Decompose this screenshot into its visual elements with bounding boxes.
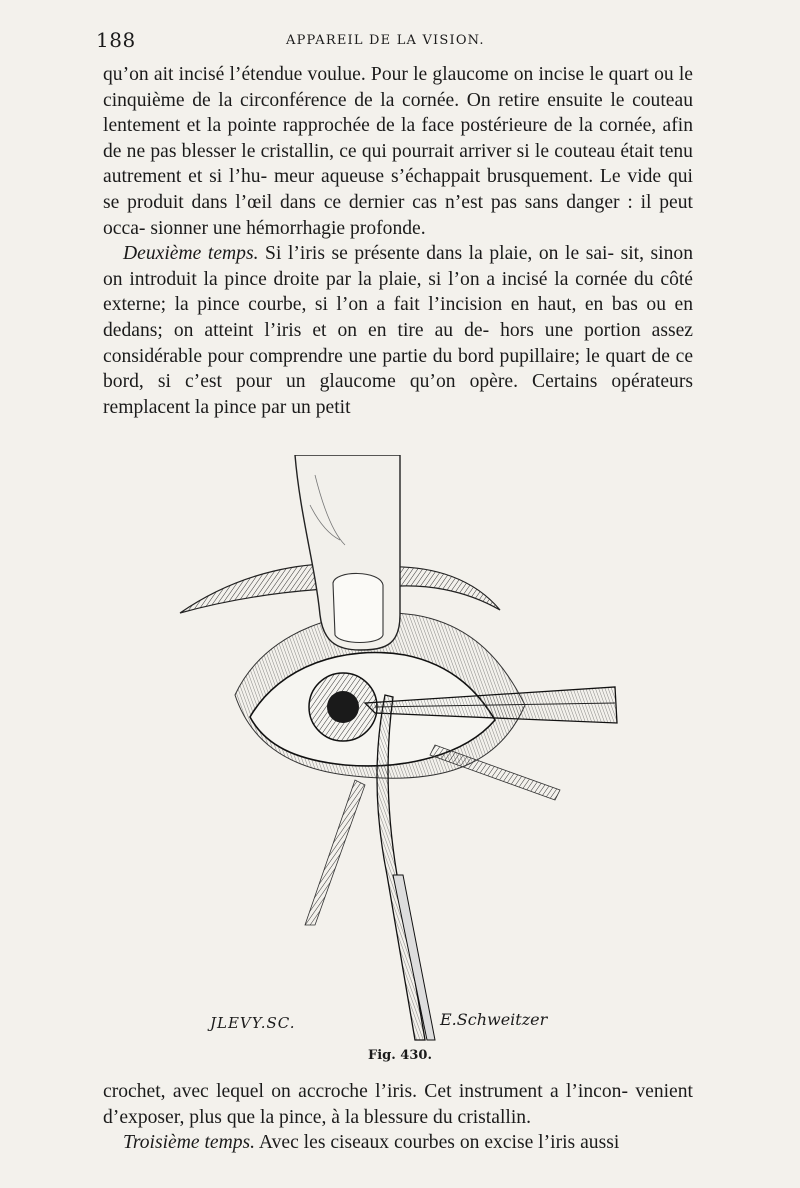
text-line: Avec les ciseaux courbes on excise l’iris aussi [255,1132,620,1154]
engraver-signature-right: E.Schweitzer [440,1010,548,1029]
text-line: postérieure de la cornée, afin de ne pas blesser le cristallin, ce [103,115,694,162]
engraving-drawing [175,455,625,1045]
text-line: quart ou le cinquième de la circonférence de la cornée. On retire [103,64,693,111]
text-line: Si l’iris se présente dans la plaie, on le sai- [258,243,615,265]
text-line: venient d’exposer, plus que la pince, à la blessure du cristallin. [103,1081,693,1128]
text-line: sit, sinon on introduit la pince droite par la plaie, si l’on a incisé [103,243,693,290]
running-head: APPAREIL DE LA VISION. [286,33,485,48]
paragraph-troisieme-temps [103,1130,693,1156]
section-lead: Troisième temps. [123,1132,256,1154]
section-lead: Deuxième temps. [123,243,259,265]
text-line: qu’on ait incisé l’étendue voulue. Pour le glaucome on incise le [103,64,604,85]
text-line: dans l’œil dans ce dernier cas n’est pas sans danger : il peut occa- [103,191,693,239]
text-line: en haut, en bas ou en dedans; on atteint l’iris et on en tire au de- [103,294,693,341]
text-line: la cornée du côté externe; la pince courbe, si l’on a fait l’incision [103,268,694,316]
text-line: hors une portion assez considérable pour comprendre une partie [103,319,693,367]
paragraph-glaucome [103,62,693,241]
figure-caption: Fig. 430. [368,1048,432,1063]
fingernail [333,573,383,642]
text-line: qu’on opère. Certains opérateurs remplacent la pince par un petit [103,371,693,418]
text-line: meur aqueuse s’échappait brusquement. Le vide qui se produit [103,166,693,213]
text-line: sionner une hémorrhagie profonde. [150,217,426,239]
eye-surgery-illustration [175,455,625,1045]
page-header [96,28,696,52]
text-line: qui pourrait arriver si le couteau était tenu autrement et si l’hu- [103,140,693,188]
text-line: ensuite le couteau lentement et la pointe rapprochée de la face [103,89,693,137]
text-line: crochet, avec lequel on accroche l’iris. Cet instrument a l’incon- [103,1081,628,1102]
body-text-bottom [103,1079,693,1156]
paragraph-crochet [103,1079,693,1130]
pupil [327,691,359,723]
page-number: 188 [96,28,136,52]
text-line: du bord pupillaire; le quart de ce bord, si c’est pour un glaucome [103,345,694,393]
paragraph-deuxieme-temps [103,241,693,420]
speculum-lower-right [430,745,560,800]
body-text-top [103,62,693,420]
speculum-lower-left [305,780,365,925]
engraver-signature-left: JLEVY.SC. [210,1014,296,1032]
